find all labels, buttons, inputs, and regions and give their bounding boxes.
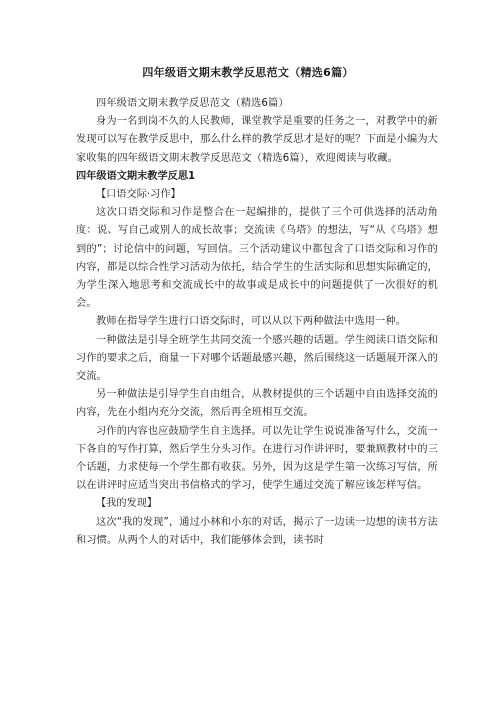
body-paragraph: 教师在指导学生进行口语交际时，可以从以下两种做法中选用一种。 — [96, 316, 407, 328]
document-body — [76, 95, 438, 550]
section-heading: 四年级语文期末教学反思1 — [76, 170, 196, 182]
body-paragraph: 一种做法是引导全班学生共同交流一个感兴趣的话题。学生阅读口语交际和习作的要求之后，商量一下对哪个话题最感兴趣，然后围绕这一话题展开深入的交流。 — [76, 334, 438, 383]
subsection-label-discovery: 【我的发现】 — [96, 498, 158, 510]
intro-paragraph: 身为一名到岗不久的人民教师，课堂教学是重要的任务之一，对教学中的新发现可以写在教学反思中，那么什么样的教学反思才是好的呢？下面是小编为大家收集的四年级语文期末教学反思范文（精选6篇），欢迎阅读与收藏。 — [76, 116, 438, 164]
body-paragraph: 另一种做法是引导学生自由组合，从教材提供的三个话题中自由选择交流的内容，先在小组内充分交流，然后再全班相互交流。 — [76, 389, 438, 419]
subsection-label-oral: 【口语交际·习作】 — [96, 189, 181, 201]
intro-title-line: 四年级语文期末教学反思范文（精选6篇） — [96, 98, 289, 109]
body-paragraph: 这次“我的发现”，通过小林和小东的对话，揭示了一边读一边想的读书方法和习惯。从两个人的对话中，我们能够体会到，读书时 — [76, 516, 438, 546]
body-paragraph: 这次口语交际和习作是整合在一起编排的，提供了三个可供选择的活动角度：说、写自己或别人的成长故事；交流读《乌塔》的想法，写“从《乌塔》想到的”；讨论信中的问题，写回信。三个活动建议中都包含了口语交际和习作的内容，都是以综合性学习活动为依托，结合学生的生活实际和思想实际确定的，为学生深入地思考和交流成长中的故事或是成长中的问题提供了一次很好的机会。 — [76, 207, 438, 310]
document-title: 四年级语文期末教学反思范文（精选6篇） — [142, 66, 354, 79]
body-paragraph: 习作的内容也应鼓励学生自主选择。可以先让学生说说准备写什么，交流一下各自的写作打算，然后学生分头习作。在进行习作讲评时，要兼顾教材中的三个话题，力求使每一个学生都有收获。另外，因为这是学生第一次练习写信，所以在讲评时应适当突出书信格式的学习，使学生通过交流了解应该怎样写信。 — [76, 425, 438, 492]
